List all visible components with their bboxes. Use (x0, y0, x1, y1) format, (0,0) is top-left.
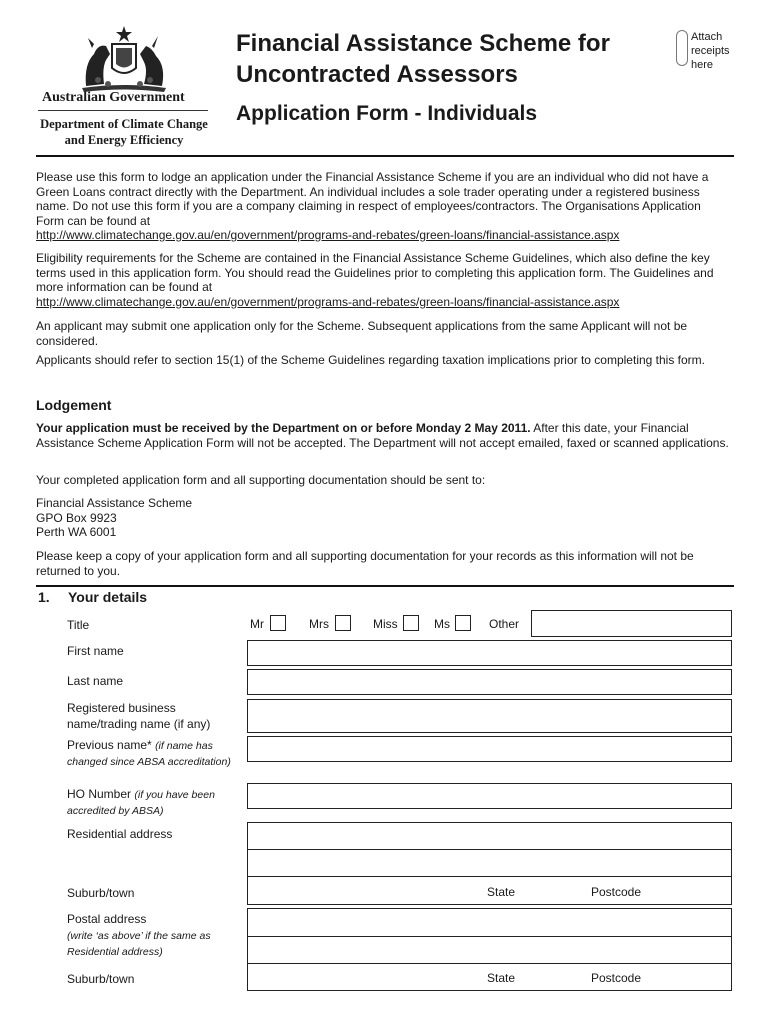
department-name (36, 116, 212, 148)
title-option-mrs-label: Mrs (309, 617, 329, 631)
previous-name-label (67, 737, 243, 769)
state-label: State (487, 885, 516, 899)
lodgement-text-1: After this date, your Financial Assistance Scheme Application Form will not be accepted. The Department will not accept emailed, faxed or scanned applications. (36, 421, 729, 450)
section-heading (38, 589, 147, 605)
attach-receipts-note (691, 30, 751, 72)
business-name-field[interactable] (247, 699, 732, 733)
attach-line-2: receipts (691, 45, 730, 57)
section-title: Your details (68, 589, 148, 605)
lodgement-paragraph-2: Your completed application form and all supporting documentation should be sent to: (36, 473, 486, 487)
previous-name-text: Previous name* (67, 738, 152, 752)
address-line-2: GPO Box 9923 (36, 510, 117, 525)
paperclip-icon (676, 30, 688, 66)
postal-address-block (36, 496, 732, 540)
attach-line-3: here (691, 59, 714, 71)
title-label: Title (67, 618, 90, 632)
government-name: Australian Government (42, 90, 185, 105)
title-ms-checkbox[interactable] (455, 615, 471, 631)
title-option-ms-label: Ms (434, 617, 450, 631)
lodgement-deadline: Your application must be received by the Department on or before Monday 2 May 2011. (36, 421, 531, 435)
lodgement-paragraph-3: Please keep a copy of your application form and all supporting documentation for your records as this information will not be returned to you. (36, 549, 694, 578)
postal-suburb-state-postcode-field[interactable] (247, 963, 732, 991)
header-divider (36, 155, 734, 157)
title-mr-checkbox[interactable] (270, 615, 286, 631)
postal-state-label: State (487, 971, 516, 985)
title-line-1: Financial Assistance Scheme for (236, 30, 610, 57)
title-mrs-checkbox[interactable] (335, 615, 351, 631)
ho-number-text: HO Number (67, 787, 132, 801)
address-line-1: Financial Assistance Scheme (36, 496, 193, 510)
first-name-label: First name (67, 644, 124, 658)
intro-paragraph-4: Applicants should refer to section 15(1) of the Scheme Guidelines regarding taxation implications prior to completing this form. (36, 353, 706, 367)
document-title (236, 28, 666, 90)
residential-address-line-2-field[interactable] (247, 849, 732, 877)
suburb-town-label: Suburb/town (67, 886, 135, 900)
title-other-field[interactable] (531, 610, 732, 637)
postal-address-label (67, 911, 243, 959)
organisations-form-link[interactable]: http://www.climatechange.gov.au/en/government/programs-and-rebates/green-loans/financial-assistance.aspx (36, 228, 620, 242)
department-line-1: Department of Climate Change (40, 117, 208, 131)
postal-postcode-label: Postcode (591, 971, 642, 985)
residential-address-line-1-field[interactable] (247, 822, 732, 850)
previous-name-note: (if name has changed since ABSA accreditation) (67, 740, 231, 768)
postal-address-line-1-field[interactable] (247, 908, 732, 937)
last-name-field[interactable] (247, 669, 732, 695)
intro-text-1: Please use this form to lodge an application under the Financial Assistance Scheme if you are an individual who did not have a Green Loans contract directly with the Department. An individual includes a sole trader operating under a registered business name. Do not use this form if you are a company claiming in respect of employees/contractors. The Organisations Application Form can be found at (36, 170, 709, 228)
department-line-2: and Energy Efficiency (64, 133, 184, 147)
last-name-label: Last name (67, 674, 124, 688)
business-name-label (67, 700, 243, 732)
section-number: 1. (38, 589, 50, 605)
intro-text-2: Eligibility requirements for the Scheme are contained in the Financial Assistance Scheme Guidelines, which also define the key terms used in this application form. You should read the Guidelines prior to completing this application form. The Guidelines and more information can be found at (36, 251, 714, 294)
business-label-line-1: Registered business (67, 701, 176, 715)
attach-line-1: Attach (691, 31, 723, 43)
guidelines-link[interactable]: http://www.climatechange.gov.au/en/government/programs-and-rebates/green-loans/financial-assistance.aspx (36, 294, 620, 309)
ho-number-label (67, 786, 243, 818)
title-option-other-label: Other (489, 617, 520, 631)
form-subtitle: Application Form - Individuals (236, 102, 538, 125)
lodgement-heading: Lodgement (36, 397, 112, 413)
intro-paragraph-2 (36, 251, 732, 309)
section-divider (36, 585, 734, 587)
previous-name-field[interactable] (247, 736, 732, 762)
residential-suburb-state-postcode-field[interactable] (247, 876, 732, 905)
postal-address-line-2-field[interactable] (247, 936, 732, 964)
address-line-3: Perth WA 6001 (36, 525, 117, 539)
postcode-label: Postcode (591, 885, 642, 899)
postal-suburb-town-label: Suburb/town (67, 972, 135, 986)
intro-paragraph-1 (36, 170, 732, 243)
business-label-line-2: name/trading name (if any) (67, 717, 211, 731)
lodgement-paragraph-1 (36, 421, 732, 450)
ho-number-note: (if you have been accredited by ABSA) (67, 789, 215, 817)
ho-number-field[interactable] (247, 783, 732, 809)
divider (38, 110, 208, 111)
postal-address-note: (write ‘as above’ if the same as Residential address) (67, 930, 211, 958)
title-option-mr-label: Mr (250, 617, 264, 631)
title-line-2: Uncontracted Assessors (236, 61, 518, 88)
first-name-field[interactable] (247, 640, 732, 666)
residential-address-label: Residential address (67, 827, 173, 841)
title-miss-checkbox[interactable] (403, 615, 419, 631)
title-option-miss-label: Miss (373, 617, 398, 631)
coat-of-arms-logo (78, 24, 170, 94)
intro-paragraph-3: An applicant may submit one application only for the Scheme. Subsequent applications from the same Applicant will not be considered. (36, 319, 688, 348)
postal-address-text: Postal address (67, 912, 147, 926)
